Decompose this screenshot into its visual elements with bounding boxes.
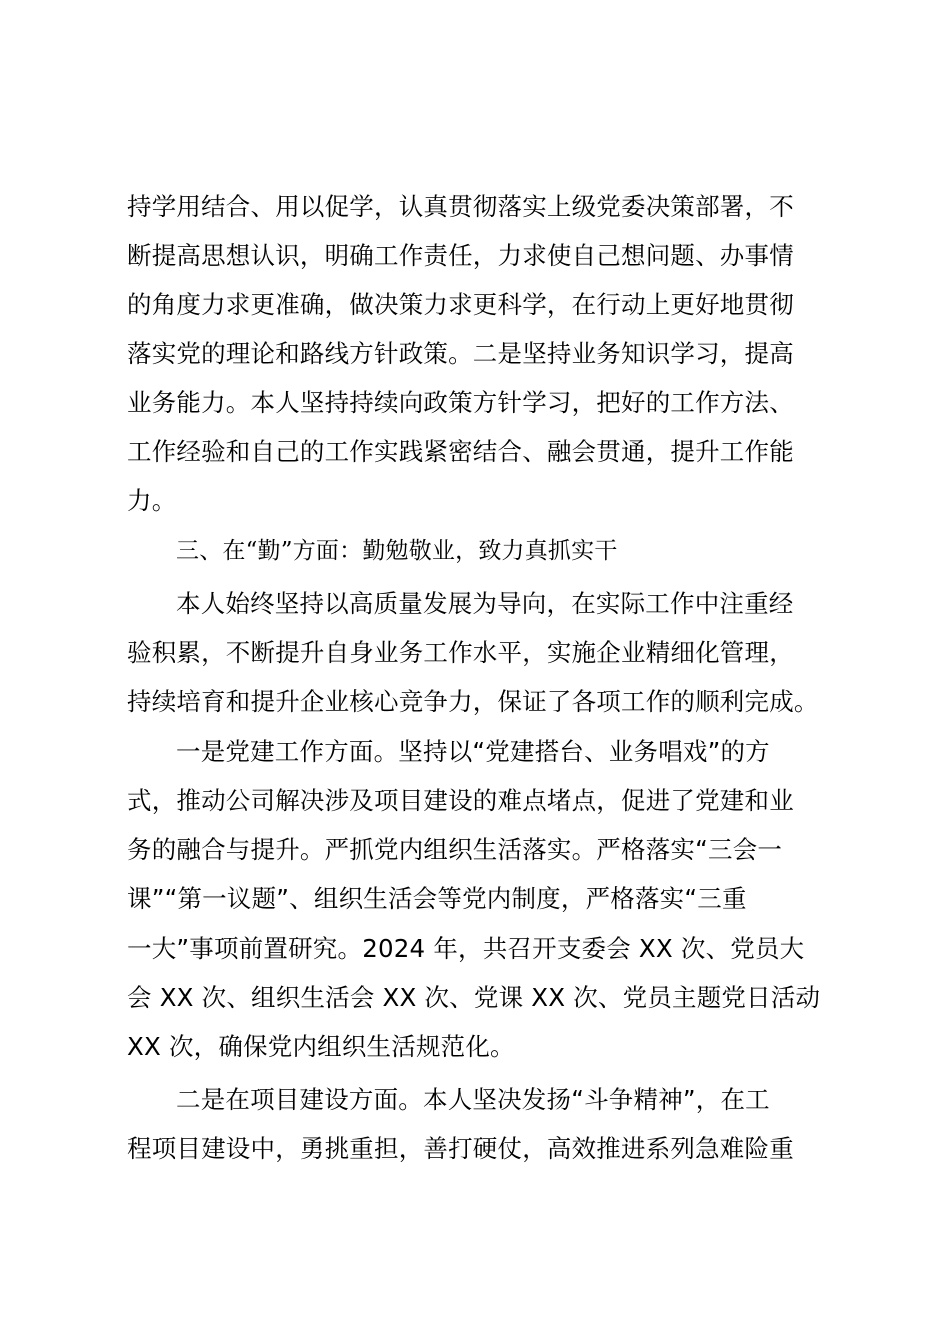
body-text-line: 持续培育和提升企业核心竞争力，保证了各项工作的顺利完成。 bbox=[127, 687, 819, 716]
paragraph-first-line: 一是党建工作方面。坚持以“党建搭台、业务唱戏”的方 bbox=[176, 737, 770, 766]
paragraph-first-line: 本人始终坚持以高质量发展为导向，在实际工作中注重经 bbox=[176, 589, 794, 618]
paragraph-first-line: 二是在项目建设方面。本人坚决发扬“斗争精神”，在工 bbox=[176, 1085, 770, 1114]
body-text-line: XX 次，确保党内组织生活规范化。 bbox=[127, 1032, 515, 1061]
body-text-line: 务的融合与提升。严抓党内组织生活落实。严格落实“三会一 bbox=[127, 835, 783, 864]
body-text-line: 业务能力。本人坚持持续向政策方针学习，把好的工作方法、 bbox=[127, 388, 794, 417]
body-text-line: 程项目建设中，勇挑重担，善打硬仗，高效推进系列急难险重 bbox=[127, 1134, 794, 1163]
section-heading: 三、在“勤”方面：勤勉敬业，致力真抓实干 bbox=[176, 538, 618, 564]
body-text-line: 断提高思想认识，明确工作责任，力求使自己想问题、办事情 bbox=[127, 241, 794, 270]
body-text-line: 式，推动公司解决涉及项目建设的难点堵点，促进了党建和业 bbox=[127, 786, 794, 815]
body-text-line: 力。 bbox=[127, 486, 177, 515]
body-text-line: 课”“第一议题”、组织生活会等党内制度，严格落实“三重 bbox=[127, 884, 747, 913]
body-text-line: 的角度力求更准确，做决策力求更科学，在行动上更好地贯彻 bbox=[127, 290, 794, 319]
body-text-line: 会 XX 次、组织生活会 XX 次、党课 XX 次、党员主题党日活动 bbox=[127, 983, 821, 1012]
body-text-line: 持学用结合、用以促学，认真贯彻落实上级党委决策部署，不 bbox=[127, 192, 794, 221]
body-text-line: 一大”事项前置研究。2024 年，共召开支委会 XX 次、党员大 bbox=[127, 934, 805, 963]
body-text-line: 验积累，不断提升自身业务工作水平，实施企业精细化管理， bbox=[127, 638, 794, 667]
body-text-line: 落实党的理论和路线方针政策。二是坚持业务知识学习，提高 bbox=[127, 339, 794, 368]
body-text-line: 工作经验和自己的工作实践紧密结合、融会贯通，提升工作能 bbox=[127, 437, 794, 466]
